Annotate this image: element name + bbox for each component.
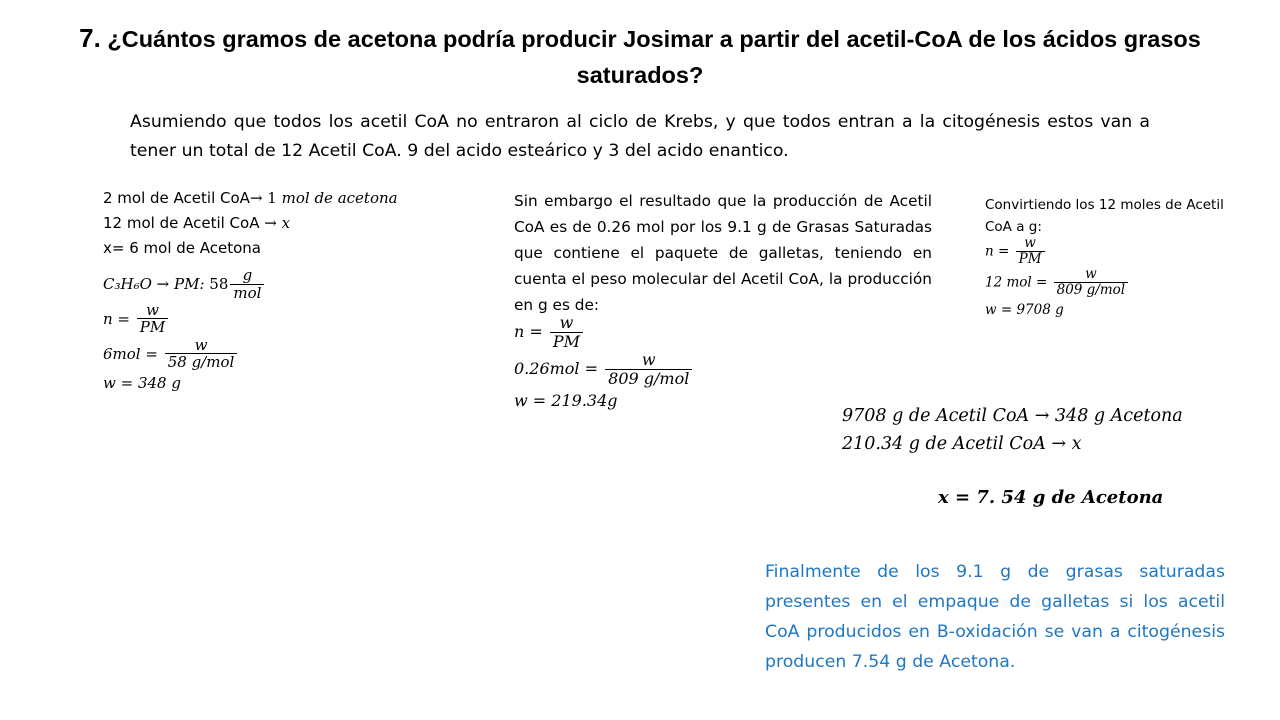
col2-eq-fraction [605,351,692,388]
formula-fraction [230,267,264,302]
col1-formula [103,267,398,302]
col3-n-den: PM [1016,251,1045,268]
calc-column-1 [103,186,398,396]
col2-n-den: PM [550,332,583,351]
col3-result: w = 9708 g [985,301,1064,318]
col2-result: w = 219.34g [514,390,618,410]
col1-n-num: w [146,300,159,319]
col3-n-fraction [1016,236,1045,267]
col2-n-eq [514,314,694,351]
col3-eq-den: 809 g/mol [1054,282,1129,299]
question-number: 7. [79,23,101,53]
col1-n-lhs: n = [103,309,130,328]
formula-num: g [242,266,253,284]
col1-line1-math: mol de acetona [281,189,398,207]
col3-n-num: w [1024,235,1036,251]
final-result: x = 7. 54 g de Acetona [938,487,1164,508]
col1-line1-text: 2 mol de Acetil CoA [103,189,250,207]
col3-n-lhs: n = [985,243,1010,260]
ratio-line-1: 9708 g de Acetil CoA → 348 g Acetona [842,406,1183,426]
col1-n-eq [103,302,398,337]
col3-eq-fraction [1054,267,1129,298]
col1-eq-den: 58 g/mol [165,353,238,371]
calc-column-2 [514,314,694,414]
col1-line1-arrow: → [249,189,263,207]
col2-eq-num: w [641,349,656,369]
col3-paragraph: Convirtiendo los 12 moles de Acetil CoA a g: [985,197,1224,235]
formula-den: mol [230,284,264,302]
col1-line2-math: → x [264,214,291,232]
conclusion-paragraph: Finalmente de los 9.1 g de grasas saturadas presentes en el empaque de galletas si los acetil CoA producidos en B-oxidación se van a citogénesis producen 7.54 g de Acetona. [765,562,1225,672]
col2-n-lhs: n = [514,321,543,341]
col1-eq [103,337,398,372]
col2-eq [514,351,694,388]
col1-line1-num: 1 [267,189,277,207]
col3-eq-lhs: 12 mol = [985,275,1048,292]
question-text: ¿Cuántos gramos de acetona podría producir Josimar a partir del acetil-CoA de los ácidos grasos saturados? [107,26,1201,88]
col2-n-num: w [559,313,574,332]
ratio-block [842,402,1183,458]
slide-title [40,20,1240,93]
formula-value: 58 [209,274,229,293]
col2-n-fraction [550,314,583,351]
ratio-line-2: 210.34 g de Acetil CoA → x [842,434,1082,454]
col1-n-fraction [137,302,168,337]
col3-eq-num: w [1085,266,1097,283]
col2-paragraph: Sin embargo el resultado que la producción de Acetil CoA es de 0.26 mol por los 9.1 g de Grasas Saturadas que contiene el paquete de galletas, teniendo en cuenta el peso molecular del Acetil CoA, la producción en g es de: [514,192,932,314]
intro-paragraph: Asumiendo que todos los acetil CoA no entraron al ciclo de Krebs, y que todos entran a la citogénesis estos van a tener un total de 12 Acetil CoA. 9 del acido esteárico y 3 del acido enantico. [130,112,1150,161]
col2-eq-den: 809 g/mol [605,369,692,388]
col1-line3: x= 6 mol de Acetona [103,239,261,257]
col1-line2 [103,211,398,236]
col1-result: w = 348 g [103,374,181,393]
col1-eq-fraction [165,337,238,372]
col1-line2-text: 12 mol de Acetil CoA [103,214,260,232]
calc-column-3 [985,236,1130,321]
col3-n-eq [985,236,1130,267]
col1-n-den: PM [137,318,168,336]
formula-lhs: C₃H₆O → PM: [103,274,205,293]
col1-eq-num: w [194,335,208,354]
col1-eq-lhs: 6mol = [103,344,158,363]
col2-eq-lhs: 0.26mol = [514,358,599,378]
col3-eq [985,267,1130,298]
col1-line1 [103,186,398,211]
